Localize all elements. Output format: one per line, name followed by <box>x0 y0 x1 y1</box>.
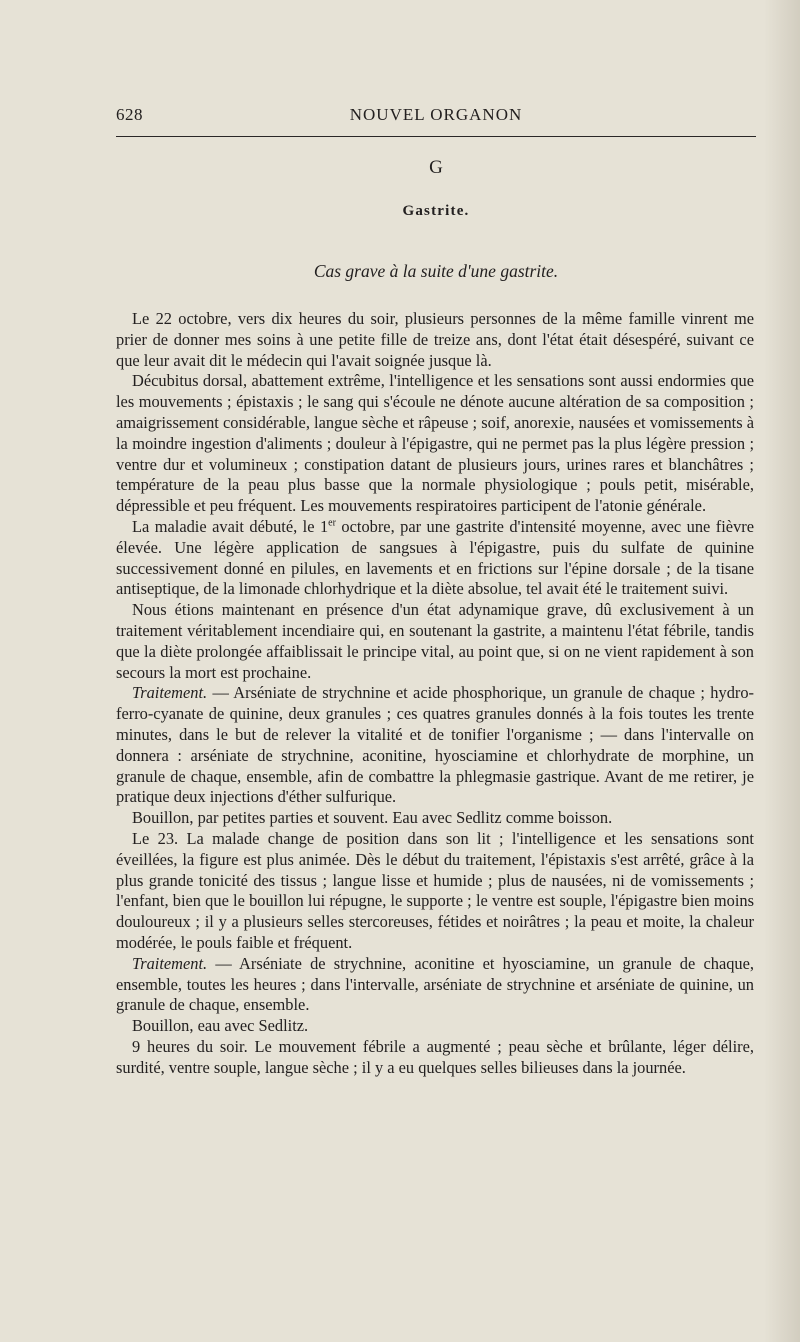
paragraph-text: Le 22 octobre, vers dix heures du soir, plusieurs personnes de la même famille vinrent me prier de donner mes soins à une petite fille de treize ans, dont l'état était désespéré, suivant ce que leur avait dit le médecin qui l'avait soignée jusque là. <box>116 309 754 370</box>
treatment-label: Traitement. <box>132 683 208 703</box>
paragraph <box>116 600 754 683</box>
header-rule <box>116 136 756 137</box>
paragraph-text: 9 heures du soir. Le mouvement fébrile a augmenté ; peau sèche et brûlante, léger délire, surdité, ventre souple, langue sèche ; il y a eu quelques selles bilieuses dans la journée. <box>116 1036 754 1077</box>
paragraph <box>116 808 754 829</box>
paragraph-text: Bouillon, eau avec Sedlitz. <box>132 1016 309 1036</box>
paragraph <box>116 954 754 1016</box>
paragraph <box>116 683 754 808</box>
paragraph <box>116 517 754 600</box>
paragraph-text: Le 23. La malade change de position dans son lit ; l'intelligence et les sensations sont éveillées, la figure est plus animée. Dès le début du traitement, l'épistaxis s'est arrêté, grâce à la plus grande tonicité des tissus ; langue lisse et humide ; plus de nausées, ni de vomissements ; l'enfant, bien que le bouillon lui répugne, le supporte ; le ventre est souple, l'épigastre bien moins douloureux ; il y a plusieurs selles stercoreuses, fétides et noirâtres ; la peau et moite, la chaleur modérée, le pouls faible et fréquent. <box>116 828 754 952</box>
paragraph-text: — Arséniate de strychnine et acide phosphorique, un granule de chaque ; hydro-ferro-cyanate de quinine, deux granules ; ces quatres granules donnés à la fois toutes les trente minutes, dans le but de relever la vitalité et de tonifier l'organisme ; — dans l'intervalle on donnera : arséniate de strychnine, aconitine, hyosciamine et chlorhydrate de morphine, un granule de chaque, ensemble, afin de combattre la phlegmasie gastrique. Avant de me retirer, je pratique deux injections d'éther sulfurique. <box>116 683 754 807</box>
section-title: Gastrite. <box>402 203 470 219</box>
paragraph-text: — Arséniate de strychnine, aconitine et hyosciamine, un granule de chaque, ensemble, toutes les heures ; dans l'intervalle, arséniate de strychnine et arséniate de quinine, un granule de chaque, ensemble. <box>116 953 754 1015</box>
paragraph <box>116 371 754 517</box>
paragraph-text: Bouillon, par petites parties et souvent. Eau avec Sedlitz comme boisson. <box>132 808 613 828</box>
paragraph-text: Décubitus dorsal, abattement extrême, l'intelligence et les sensations sont aussi endormies que les mouvements ; épistaxis ; le sang qui s'écoule ne dénote aucune altération de sa composition ; amaigrissement considérable, langue sèche et râpeuse ; soif, anorexie, nausées et vomissements à la moindre ingestion d'aliments ; douleur à l'épigastre, qui ne permet pas la plus légère pression ; ventre dur et volumineux ; constipation datant de plusieurs jours, urines rares et blanchâtres ; température de la peau plus basse que la normale physiologique ; pouls petit, misérable, dépressible et peu fréquent. Les mouvements respiratoires participent de l'atonie générale. <box>116 371 754 516</box>
paragraph <box>116 1016 754 1037</box>
page-edge-shadow <box>764 0 800 1342</box>
ordinal-superscript: er <box>328 517 336 529</box>
paragraph-text: octobre, par une gastrite d'intensité moyenne, avec une fièvre élevée. Une légère application de sangsues à l'épigastre, puis du sulfate de quinine successivement donné en pilules, en lavements et en frictions sur l'épine dorsale ; de la tisane antiseptique, de la limonade chlorhydrique et la diète absolue, tel avait été le traitement suivi. <box>116 516 754 599</box>
paragraph-text: La maladie avait débuté, le 1 <box>132 516 329 536</box>
paragraph <box>116 1037 754 1079</box>
running-title: NOUVEL ORGANON <box>349 105 523 124</box>
body-text <box>116 309 754 1078</box>
paragraph <box>116 829 754 954</box>
paragraph-text: Nous étions maintenant en présence d'un état adynamique grave, dû exclusivement à un traitement véritablement incendiaire qui, en soutenant la gastrite, a maintenu l'état fébrile, tandis que la diète prolongée affaiblissait le principe vital, au point que, si on ne vient rapidement à son secours la mort est prochaine. <box>116 600 754 682</box>
paragraph <box>116 309 754 371</box>
case-title: Cas grave à la suite d'une gastrite. <box>313 261 559 281</box>
page-number: 628 <box>116 105 143 124</box>
section-letter: G <box>429 157 443 178</box>
page-header <box>116 105 756 129</box>
treatment-label: Traitement. <box>132 953 208 973</box>
